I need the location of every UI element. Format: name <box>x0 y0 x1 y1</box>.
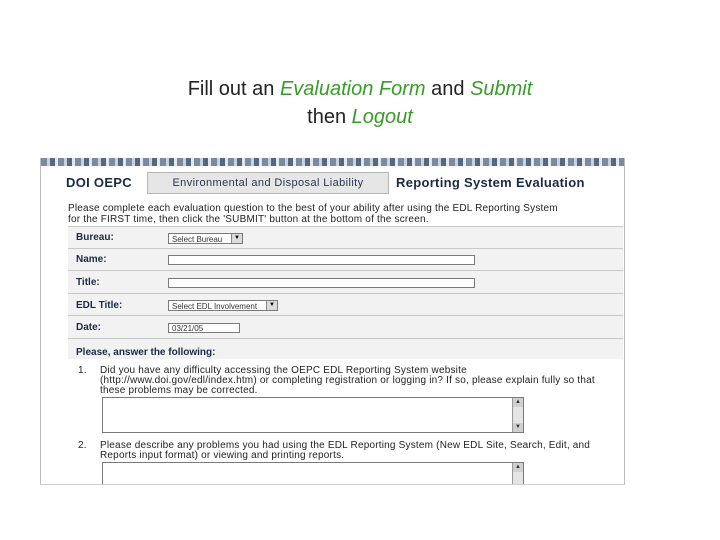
header-doi-oepc: DOI OEPC <box>66 175 132 190</box>
scroll-up-icon[interactable]: ▲ <box>513 398 523 407</box>
edl-title-select[interactable] <box>168 300 278 311</box>
questions-area <box>68 359 623 485</box>
question-2-number: 2. <box>78 440 87 451</box>
instruction-line-1 <box>0 75 720 103</box>
bureau-row <box>68 227 623 249</box>
edl-title-row <box>68 294 623 316</box>
scroll-down-icon[interactable]: ▼ <box>513 423 523 432</box>
name-row <box>68 249 623 271</box>
scrollbar[interactable] <box>512 463 523 485</box>
instruction-text: Fill out an <box>187 78 280 100</box>
edl-title-label: EDL Title: <box>76 300 123 311</box>
name-label: Name: <box>76 254 107 265</box>
date-row <box>68 316 623 339</box>
form-header <box>41 168 624 194</box>
form-instructions <box>68 203 625 225</box>
name-field[interactable] <box>168 255 475 265</box>
question-1-answer-textarea[interactable] <box>102 397 524 433</box>
bureau-select-value: Select Bureau <box>172 235 223 244</box>
bureau-label: Bureau: <box>76 232 114 243</box>
chevron-down-icon: ▼ <box>231 234 242 243</box>
instruction-line-2 <box>0 103 720 131</box>
date-label: Date: <box>76 322 102 333</box>
nav-strip <box>41 158 624 166</box>
header-overlay-label: Environmental and Disposal Liability <box>147 172 389 194</box>
title-row <box>68 271 623 294</box>
questions-heading: Please, answer the following: <box>76 347 216 358</box>
question-1-text: Did you have any difficulty accessing the OEPC EDL Reporting System website (http://www.doi.gov/edl/index.htm) or completing registration or logging in? If so, please explain fully so that these problems may be corrected. <box>100 365 595 396</box>
edl-title-select-value: Select EDL Involvement <box>172 302 258 311</box>
instructions-line-2: for the FIRST time, then click the 'SUBMIT' button at the bottom of the screen. <box>68 214 429 225</box>
instruction-submit: Submit <box>470 78 533 100</box>
question-2-text: Please describe any problems you had using the EDL Reporting System (New EDL Site, Search, Edit, and Reports input format) or viewing and printing reports. <box>100 440 591 461</box>
instruction-evaluation-form: Evaluation Form <box>279 78 426 100</box>
date-field[interactable]: 03/21/05 <box>168 323 240 333</box>
scroll-up-icon[interactable]: ▲ <box>513 463 523 472</box>
instruction-text: and <box>425 78 471 100</box>
scrollbar[interactable] <box>512 398 523 432</box>
instruction-logout: Logout <box>351 106 413 128</box>
instruction-text: then <box>307 106 352 128</box>
evaluation-form-screenshot <box>40 158 625 485</box>
evaluation-form <box>68 226 623 485</box>
title-field[interactable] <box>168 278 475 288</box>
question-1-number: 1. <box>78 365 87 376</box>
header-system-title: Reporting System Evaluation <box>396 175 585 190</box>
title-label: Title: <box>76 277 100 288</box>
instructions-line-1: Please complete each evaluation question to the best of your ability after using the EDL Reporting System <box>68 203 558 214</box>
question-2-answer-textarea[interactable] <box>102 462 524 485</box>
bureau-select[interactable] <box>168 233 243 244</box>
chevron-down-icon: ▼ <box>266 301 277 310</box>
